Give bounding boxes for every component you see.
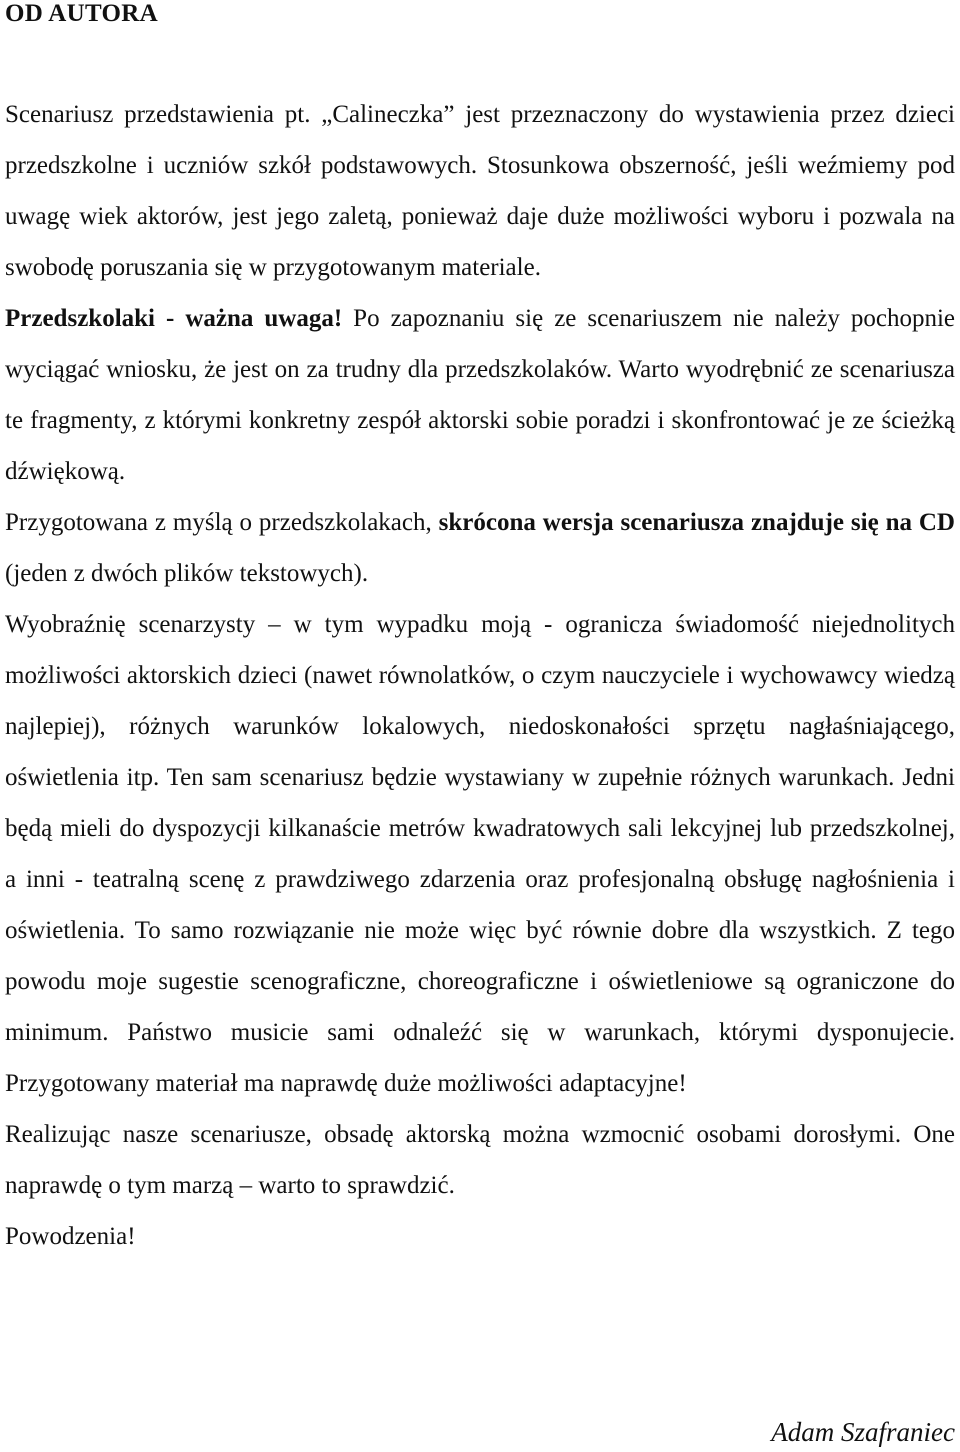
page-title: OD AUTORA [5, 0, 158, 27]
preschool-note-body: Po zapoznaniu się ze scenariuszem nie należy pochopnie wyciągać wniosku, że jest on za trudny dla przedszkolaków. Warto wyodrębnić ze scenariusza te fragmenty, z którymi konkretny zespół aktorski sobie poradzi i skonfrontować je ze ścieżką dźwiękową. [5, 305, 955, 485]
short-version-highlight: skrócona wersja scenariusza znajduje się na CD [438, 509, 955, 536]
paragraph-adult-cast: Realizując nasze scenariusze, obsadę aktorską można wzmocnić osobami dorosłymi. One naprawdę o tym marzą – warto to sprawdzić. [5, 1121, 955, 1199]
title-spacer [5, 28, 955, 89]
paragraph-intro: Scenariusz przedstawienia pt. „Calineczka” jest przeznaczony do wystawienia przez dzieci przedszkolne i uczniów szkół podstawowych. Stosunkowa obszerność, jeśli weźmiemy pod uwagę wiek aktorów, jest jego zaletą, ponieważ daje duże możliwości wyboru i pozwala na swobodę poruszania się w przygotowanym materiale. [5, 101, 955, 281]
author-signature: Adam Szafraniec [771, 1417, 955, 1447]
paragraph-preschool-note [5, 293, 955, 497]
short-version-start: Przygotowana z myślą o przedszkolakach, [5, 509, 439, 536]
paragraph-imagination: Wyobraźnię scenarzysty – w tym wypadku moją - ogranicza świadomość niejednolitych możliwości aktorskich dzieci (nawet równolatków, o czym nauczyciele i wychowawcy wiedzą najlepiej), różnych warunków lokalowych, niedoskonałości sprzętu nagłaśniającego, oświetlenia itp. Ten sam scenariusz będzie wystawiany w zupełnie różnych warunkach. Jedni będą mieli do dyspozycji kilkanaście metrów kwadratowych sali lekcyjnej lub przedszkolnej, a inni - teatralną scenę z prawdziwego zdarzenia oraz profesjonalną obsługę nagłośnienia i oświetlenia. To samo rozwiązanie nie może więc być równie dobre dla wszystkich. Z tego powodu moje sugestie scenograficzne, choreograficzne i oświetleniowe są ograniczone do minimum. Państwo musicie sami odnaleźć się w warunkach, którymi dysponujecie. Przygotowany materiał ma naprawdę duże możliwości adaptacyjne! [5, 611, 955, 1097]
preschool-note-heading: Przedszkolaki - ważna uwaga! [5, 305, 343, 332]
document-page [5, 0, 955, 1262]
paragraph-good-luck: Powodzenia! [5, 1223, 136, 1250]
paragraph-short-version [5, 497, 955, 599]
short-version-end: (jeden z dwóch plików tekstowych). [5, 560, 369, 587]
